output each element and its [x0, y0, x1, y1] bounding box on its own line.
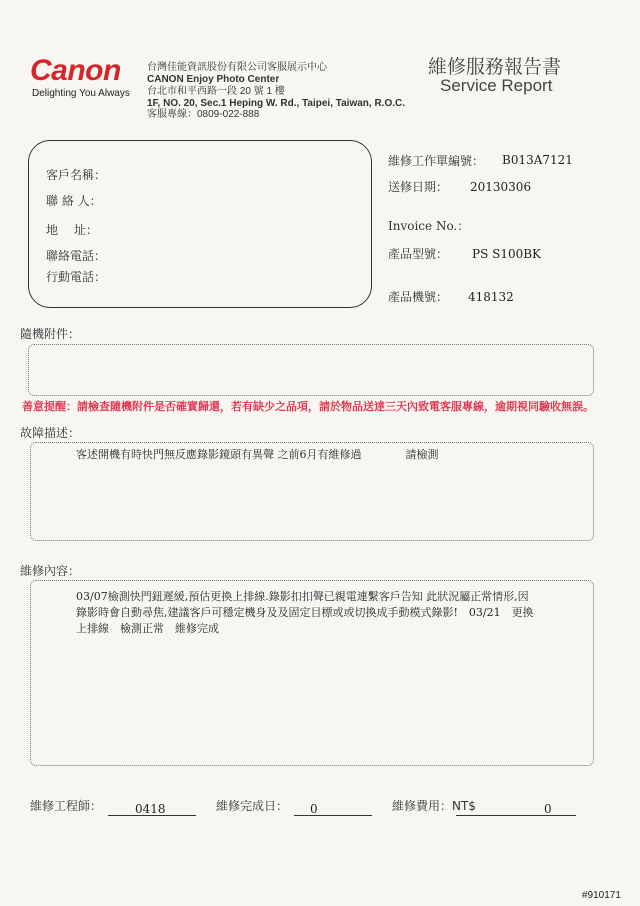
repair-line-2: 錄影時會自動尋焦,建議客戶可穩定機身及及固定目標或或切換成手動模式錄影! 03/21 更換	[76, 606, 534, 619]
customer-name-label: 客戶名稱：	[46, 168, 107, 182]
contact-person-label: 聯 絡 人：	[46, 194, 102, 208]
serial-value: 418132	[468, 290, 514, 304]
tagline: Delighting You Always	[32, 88, 130, 99]
completion-date-value: 0	[310, 802, 318, 816]
fault-label: 故障描述：	[20, 426, 81, 440]
engineer-value: 0418	[135, 802, 166, 816]
document-stamp: #910171	[582, 890, 621, 901]
repair-label: 維修內容：	[20, 564, 81, 578]
fault-text: 客述開機有時快門無反應錄影鏡頭有異聲 之前6月有維修過 請檢測	[76, 448, 439, 461]
phone-label: 聯絡電話：	[46, 249, 107, 263]
send-date-value: 20130306	[470, 180, 532, 194]
company-hotline: 客服專線：0809-022-888	[147, 109, 260, 120]
company-name-en: CANON Enjoy Photo Center	[147, 74, 280, 85]
model-label: 產品型號：	[388, 247, 449, 261]
repair-fee-line	[456, 800, 576, 816]
report-title-cn: 維修服務報告書	[428, 56, 562, 78]
accessories-label: 隨機附件：	[20, 327, 81, 341]
send-date-label: 送修日期：	[388, 180, 449, 194]
repair-line-3: 上排線 檢測正常 維修完成	[76, 622, 219, 635]
return-warning: 善意提醒：請檢查隨機附件是否確實歸還，若有缺少之品項，請於物品送達三天內致電客服專線，逾期視同驗收無誤。	[22, 400, 594, 413]
repair-line-1: 03/07檢測快門鈕遲緩,預估更換上排線.錄影扣扣聲已親電連繫客戶告知 此狀況屬正常情形,因	[76, 590, 529, 603]
completion-date-line	[294, 800, 372, 816]
company-name-cn: 台灣佳能資訊股份有限公司客服展示中心	[147, 62, 327, 73]
engineer-label: 維修工程師：	[30, 799, 103, 813]
mobile-label: 行動電話：	[46, 270, 107, 284]
repair-fee-value: 0	[544, 802, 552, 816]
work-order-value: B013A7121	[502, 153, 573, 167]
serial-label: 產品機號：	[388, 290, 449, 304]
report-title-en: Service Report	[440, 76, 553, 95]
canon-logo: Canon	[30, 54, 121, 87]
company-address-cn: 台北市和平西路一段 20 號 1 樓	[147, 86, 285, 97]
repair-fee-label: 維修費用：NT$	[392, 799, 476, 813]
address-label: 地 址：	[46, 223, 98, 237]
model-value: PS S100BK	[472, 247, 542, 261]
completion-date-label: 維修完成日：	[216, 799, 289, 813]
accessories-box	[28, 344, 594, 396]
company-address-en: 1F, NO. 20, Sec.1 Heping W. Rd., Taipei, Taiwan, R.O.C.	[147, 98, 406, 109]
work-order-label: 維修工作單編號：	[388, 154, 485, 168]
invoice-label: Invoice No.：	[388, 219, 470, 233]
